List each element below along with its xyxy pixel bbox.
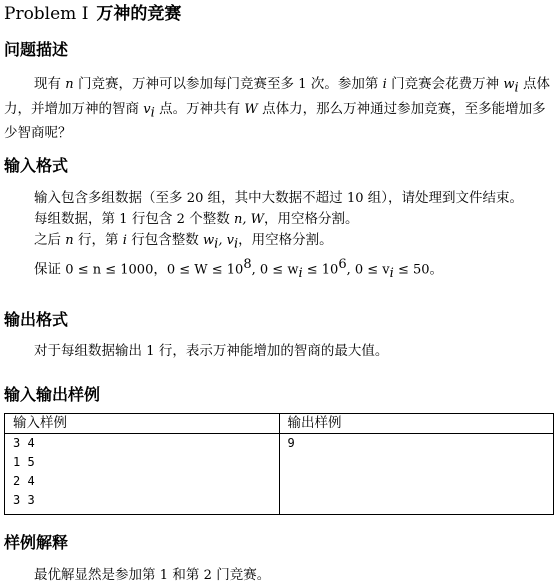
explanation-paragraph: [4, 565, 554, 586]
explanation-text: 最优解显然是参加第 1 和第 2 门竞赛。: [34, 567, 271, 583]
output-sample-header: 输出样例: [279, 414, 554, 434]
sample-table-header-row: [5, 414, 554, 434]
problem-label: Problem I: [4, 4, 89, 24]
input-format-line-1: 输入包含多组数据（至多 20 组，其中大数据不超过 10 组），请处理到文件结束。: [34, 190, 524, 206]
sample-table: [4, 413, 554, 515]
input-sample-content: 3 4 1 5 2 4 3 3: [13, 436, 35, 507]
output-sample-cell: [279, 434, 554, 515]
description-text: 现有 n 门竞赛，万神可以参加每门竞赛至多 1 次。参加第 i 门竞赛会花费万神 $w_i$ 点体力，并增加万神的智商 $v_i$ 点。万神共有 W 点体力，那么万神通过参加竞赛，至多能增加多少智商呢？: [4, 76, 551, 142]
output-sample-content: 9: [287, 436, 295, 450]
samples-heading: 输入输出样例: [4, 385, 101, 404]
description-paragraph: [4, 74, 554, 143]
input-format-heading: 输入格式: [4, 156, 69, 175]
input-format-line-3: 之后 n 行，第 i 行包含整数 $w_i$, $v_i$，用空格分割。: [34, 232, 333, 252]
input-format-paragraph: [4, 188, 554, 284]
input-format-line-2: 每组数据，第 1 行包含 2 个整数 n, W，用空格分割。: [34, 211, 359, 227]
input-format-line-4: 保证 0 ≤ n ≤ 1000，$0 \le W \le 10^8$, $0 \le w_i \le 10^6$, $0 \le v_i \le 50$。: [34, 256, 444, 281]
input-sample-cell: [5, 434, 280, 515]
problem-title: [4, 4, 181, 24]
input-sample-header: 输入样例: [5, 414, 280, 434]
description-heading: 问题描述: [4, 40, 69, 59]
output-format-text: 对于每组数据输出 1 行，表示万神能增加的智商的最大值。: [34, 343, 389, 359]
output-format-heading: 输出格式: [4, 310, 69, 329]
explanation-heading: 样例解释: [4, 533, 69, 552]
sample-table-row: [5, 434, 554, 515]
output-format-paragraph: [4, 341, 554, 362]
problem-name: 万神的竞赛: [96, 4, 182, 24]
